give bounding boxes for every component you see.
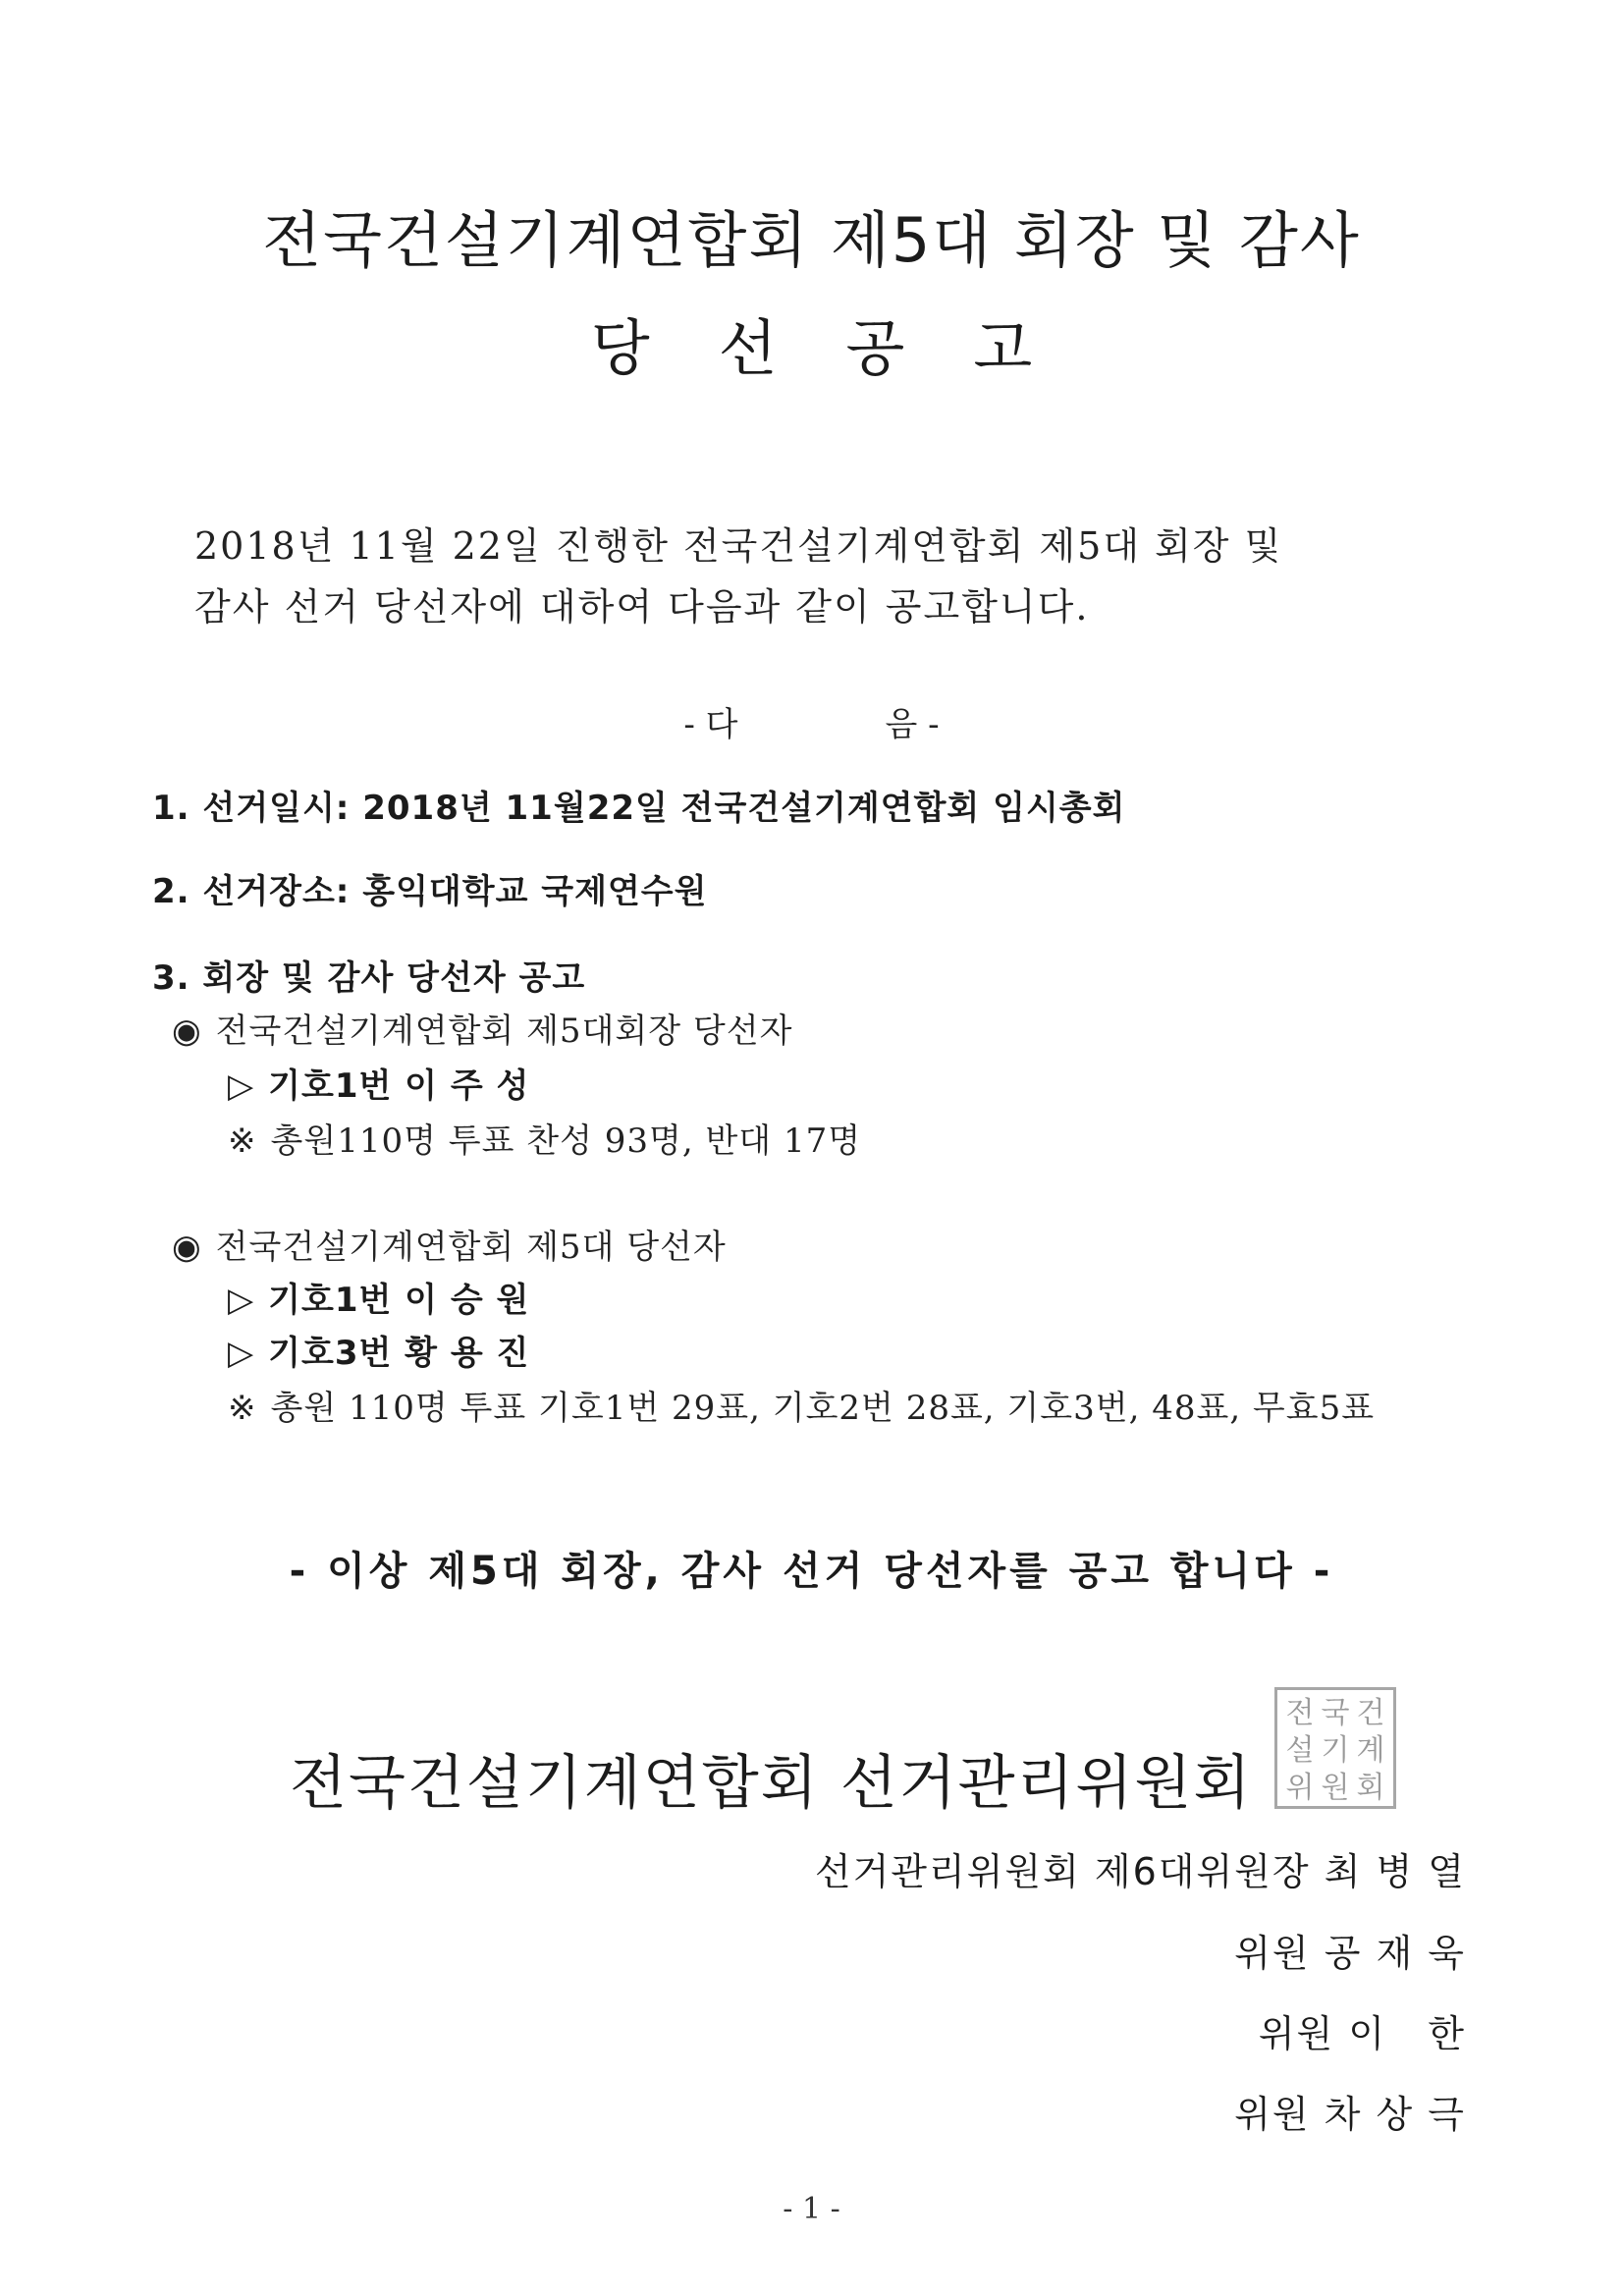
- signer-member-2: 위원 이 한: [1258, 2012, 1466, 2055]
- page-number: - 1 -: [783, 2192, 840, 2226]
- intro-paragraph: [194, 516, 1471, 637]
- section-marker-left: - 다: [683, 705, 738, 744]
- page-subtitle: 당선공고: [590, 312, 1102, 384]
- seal-char: 계: [1356, 1733, 1385, 1768]
- seal-char: 설: [1285, 1733, 1315, 1768]
- auditor-winner-2-text: 기호3번 황 용 진: [268, 1334, 530, 1373]
- arrow-icon: ▷: [228, 1066, 255, 1106]
- item-winners-heading: 3. 회장 및 감사 당선자 공고: [152, 958, 586, 998]
- bullet-icon: ◉: [172, 1228, 202, 1267]
- seal-char: 위: [1285, 1771, 1315, 1805]
- seal-char: 건: [1356, 1696, 1385, 1730]
- president-vote-note-text: 총원110명 투표 찬성 93명, 반대 17명: [270, 1121, 862, 1161]
- auditor-heading: [172, 1220, 727, 1268]
- official-seal: [1274, 1687, 1396, 1809]
- intro-line-1: 2018년 11월 22일 진행한 전국건설기계연합회 제5대 회장 및: [194, 524, 1283, 568]
- signer-member-3: 위원 차 상 극: [1234, 2093, 1466, 2136]
- auditor-winner-1-text: 기호1번 이 승 원: [268, 1281, 530, 1320]
- president-heading: [172, 1004, 792, 1052]
- section-marker: [0, 697, 1623, 745]
- president-heading-text: 전국건설기계연합회 제5대회장 당선자: [215, 1011, 793, 1051]
- bullet-icon: ◉: [172, 1011, 202, 1051]
- auditor-winner-1: [228, 1273, 529, 1321]
- closing-statement: - 이상 제5대 회장, 감사 선거 당선자를 공고 합니다 -: [289, 1549, 1334, 1594]
- seal-char: 기: [1321, 1733, 1350, 1768]
- intro-line-2: 감사 선거 당선자에 대하여 다음과 같이 공고합니다.: [194, 585, 1090, 629]
- seal-char: 원: [1321, 1771, 1350, 1805]
- president-winner: [228, 1059, 529, 1107]
- signer-member-1: 위원 공 재 욱: [1234, 1932, 1466, 1975]
- seal-char: 회: [1356, 1771, 1385, 1805]
- seal-char: 국: [1321, 1696, 1350, 1730]
- president-winner-text: 기호1번 이 주 성: [268, 1066, 530, 1106]
- note-mark-icon: ※: [228, 1121, 257, 1161]
- auditor-vote-note-text: 총원 110명 투표 기호1번 29표, 기호2번 28표, 기호3번, 48표, 무효5표: [270, 1389, 1376, 1428]
- arrow-icon: ▷: [228, 1334, 255, 1373]
- note-mark-icon: ※: [228, 1389, 257, 1428]
- item-election-place: 2. 선거장소: 홍익대학교 국제연수원: [152, 872, 708, 911]
- item-election-date: 1. 선거일시: 2018년 11월22일 전국건설기계연합회 임시총회: [152, 789, 1126, 828]
- auditor-winner-2: [228, 1326, 529, 1374]
- page-title: 전국건설기계연합회 제5대 회장 및 감사: [262, 204, 1361, 276]
- auditor-vote-note: [228, 1381, 1375, 1429]
- auditor-heading-text: 전국건설기계연합회 제5대 당선자: [215, 1228, 727, 1267]
- section-marker-right: 음 -: [885, 705, 940, 744]
- arrow-icon: ▷: [228, 1281, 255, 1320]
- seal-char: 전: [1285, 1696, 1315, 1730]
- organization-name: 전국건설기계연합회 선거관리위원회: [290, 1749, 1253, 1818]
- president-vote-note: [228, 1114, 861, 1162]
- signer-chair: 선거관리위원회 제6대위원장 최 병 열: [814, 1850, 1466, 1893]
